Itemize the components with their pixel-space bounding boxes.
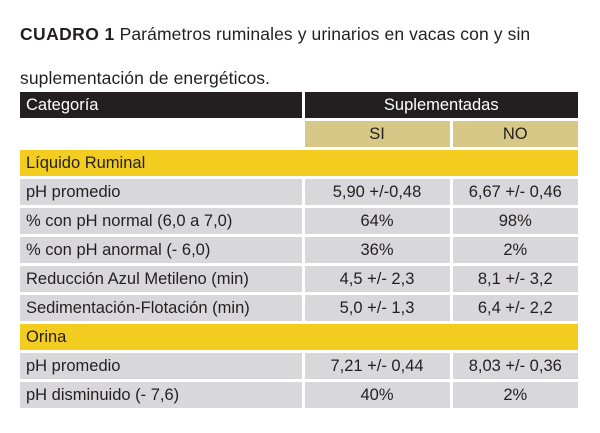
row-value-no: 98% <box>451 207 578 236</box>
subheader-blank <box>20 120 303 149</box>
section-title: Líquido Ruminal <box>20 149 578 178</box>
table-row <box>20 178 578 207</box>
row-label: Reducción Azul Metileno (min) <box>20 265 303 294</box>
table-row <box>20 207 578 236</box>
row-value-no: 8,03 +/- 0,36 <box>451 352 578 381</box>
table-row <box>20 236 578 265</box>
si-header: SI <box>303 120 451 149</box>
row-value-si: 5,0 +/- 1,3 <box>303 294 451 323</box>
row-label: pH promedio <box>20 352 303 381</box>
category-header: Categoría <box>20 92 303 120</box>
section-row <box>20 149 578 178</box>
subheader-row <box>20 120 578 149</box>
table-row <box>20 352 578 381</box>
group-header: Suplementadas <box>303 92 578 120</box>
caption-text: Parámetros ruminales y urinarios en vacas con y sin suplementación de energéticos. <box>20 24 531 88</box>
row-value-si: 36% <box>303 236 451 265</box>
header-row <box>20 92 578 120</box>
row-value-no: 6,4 +/- 2,2 <box>451 294 578 323</box>
row-value-si: 64% <box>303 207 451 236</box>
row-value-no: 2% <box>451 381 578 410</box>
row-value-no: 8,1 +/- 3,2 <box>451 265 578 294</box>
row-value-si: 40% <box>303 381 451 410</box>
section-title: Orina <box>20 323 578 352</box>
row-value-si: 7,21 +/- 0,44 <box>303 352 451 381</box>
row-label: pH promedio <box>20 178 303 207</box>
row-label: Sedimentación-Flotación (min) <box>20 294 303 323</box>
row-label: pH disminuido (- 7,6) <box>20 381 303 410</box>
table-caption <box>20 12 585 100</box>
no-header: NO <box>451 120 578 149</box>
row-value-si: 5,90 +/-0,48 <box>303 178 451 207</box>
caption-label: CUADRO 1 <box>20 24 115 44</box>
row-value-no: 2% <box>451 236 578 265</box>
data-table <box>20 92 578 411</box>
row-value-si: 4,5 +/- 2,3 <box>303 265 451 294</box>
table-row <box>20 294 578 323</box>
table-row <box>20 381 578 410</box>
table-row <box>20 265 578 294</box>
row-label: % con pH normal (6,0 a 7,0) <box>20 207 303 236</box>
row-label: % con pH anormal (- 6,0) <box>20 236 303 265</box>
row-value-no: 6,67 +/- 0,46 <box>451 178 578 207</box>
section-row <box>20 323 578 352</box>
